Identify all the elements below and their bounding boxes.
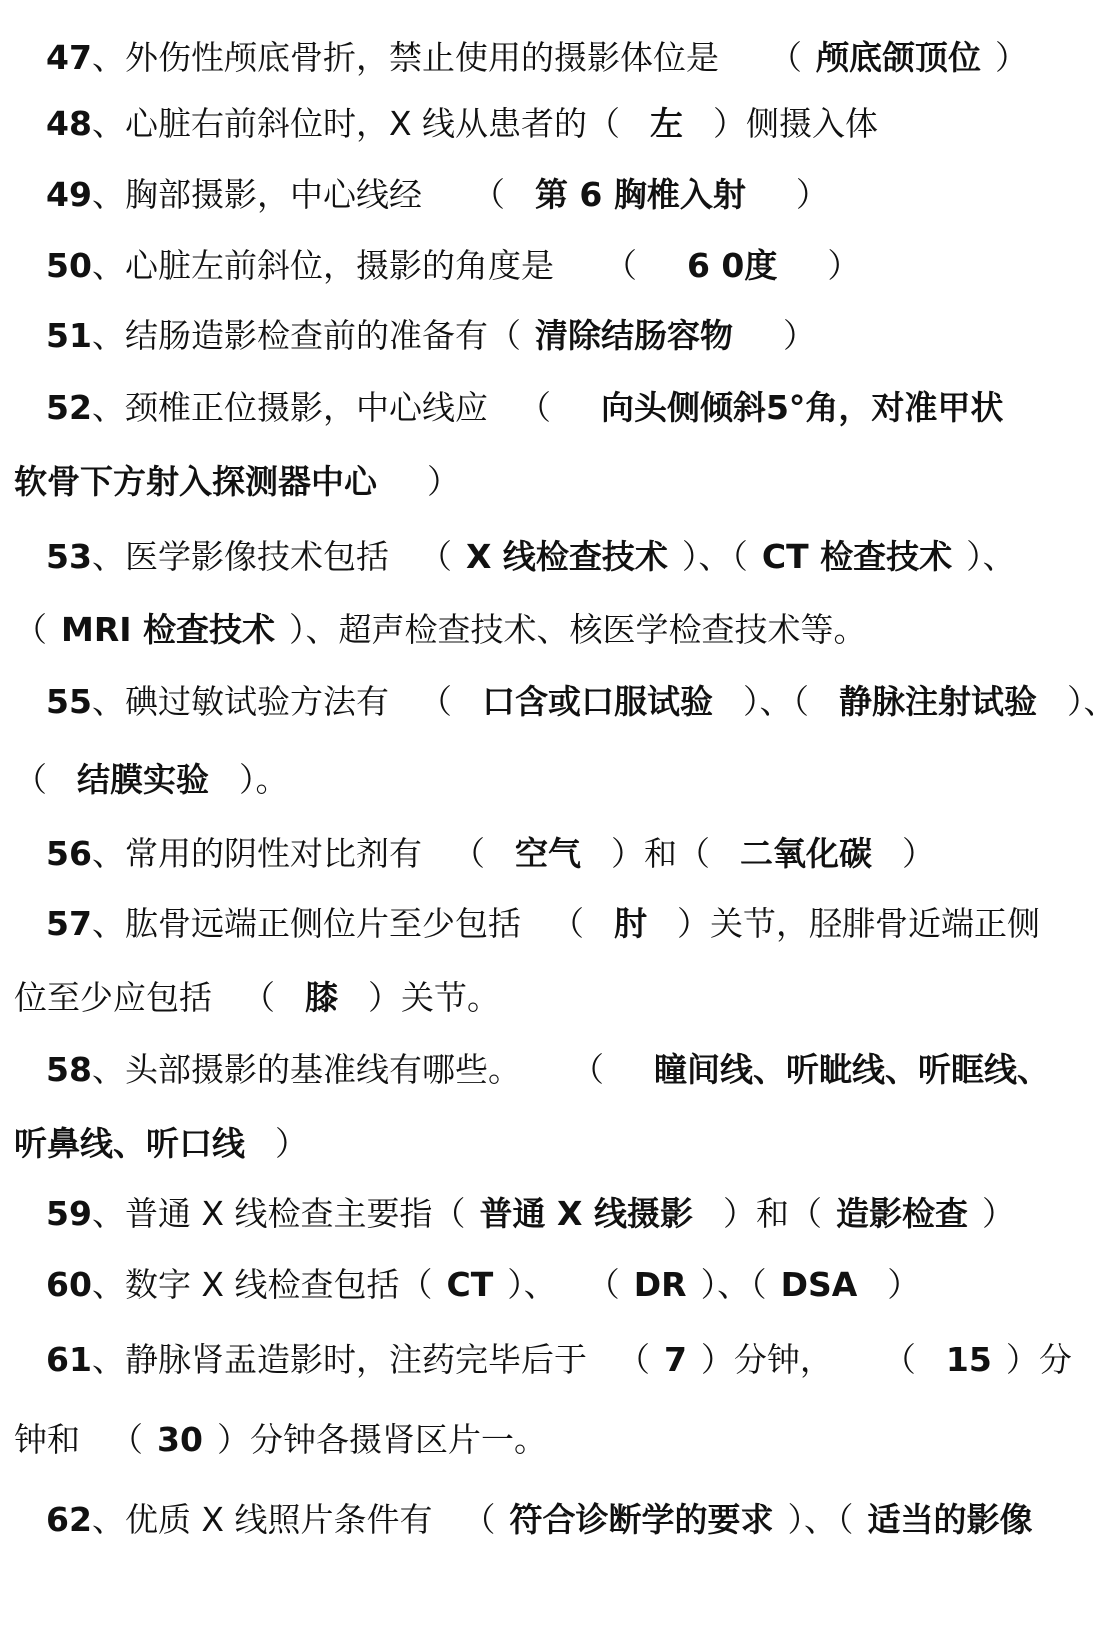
question-51	[0, 306, 1080, 366]
question-number: 52	[46, 388, 92, 427]
question-text: ）关节，胫腓骨近端正侧	[676, 904, 1040, 943]
question-text: 、普通 X 线检查主要指	[91, 1194, 433, 1233]
question-number: 53	[46, 537, 92, 576]
question-52-continued	[0, 452, 1080, 512]
separator: ）分钟，	[700, 1340, 833, 1379]
answer-text: 7	[663, 1340, 687, 1379]
question-text: 、静脉肾盂造影时，注药完毕后于	[91, 1340, 587, 1379]
answer-text: 口含或口服试验	[481, 682, 713, 721]
question-text: 、头部摄影的基准线有哪些。	[91, 1050, 521, 1089]
open-bracket: （	[487, 316, 521, 355]
question-55-continued	[0, 750, 1080, 810]
question-57	[0, 894, 1080, 954]
separator: ）和（	[722, 1194, 822, 1233]
close-bracket: ）	[275, 1124, 308, 1163]
question-number: 48	[46, 104, 92, 143]
question-53	[0, 527, 1080, 587]
question-text: 钟和	[14, 1420, 80, 1459]
question-text: 位至少应包括	[14, 978, 212, 1017]
answer-text: 空气	[514, 834, 581, 873]
open-bracket: （	[517, 388, 551, 427]
answer-text: 6 0度	[686, 246, 778, 285]
question-61	[0, 1330, 1080, 1390]
question-49	[0, 165, 1080, 225]
question-62	[0, 1490, 1080, 1550]
answer-text: CT	[446, 1265, 494, 1304]
question-50	[0, 236, 1080, 296]
open-bracket: （	[586, 1265, 620, 1304]
question-number: 50	[46, 246, 92, 285]
answer-text: 造影检查	[835, 1194, 968, 1233]
separator: ）分	[1005, 1340, 1072, 1379]
question-text: ）关节。	[368, 978, 500, 1017]
open-bracket: （	[768, 38, 802, 77]
question-text: 、胸部摄影，中心线经	[91, 175, 422, 214]
answer-text: 颅底颌顶位	[815, 38, 981, 77]
open-bracket: （	[471, 175, 505, 214]
open-bracket: （	[399, 1265, 433, 1304]
separator: ）、（	[787, 1500, 854, 1539]
answer-text: 普通 X 线摄影	[479, 1194, 693, 1233]
question-number: 57	[46, 904, 92, 943]
question-text: 、肱骨远端正侧位片至少包括	[91, 904, 521, 943]
question-text: 、心脏左前斜位，摄影的角度是	[91, 246, 554, 285]
answer-text: 适当的影像	[867, 1500, 1033, 1539]
question-58-continued	[0, 1114, 1080, 1174]
open-bracket: （	[432, 1194, 466, 1233]
question-number: 60	[46, 1265, 92, 1304]
answer-text: 第 6 胸椎入射	[534, 175, 746, 214]
question-text: 、心脏右前斜位时，X 线从患者的	[91, 104, 588, 143]
answer-text: DR	[633, 1265, 687, 1304]
question-number: 58	[46, 1050, 92, 1089]
question-52	[0, 378, 1080, 438]
close-bracket: ）	[795, 175, 829, 214]
question-number: 49	[46, 175, 92, 214]
question-60	[0, 1255, 1080, 1315]
question-number: 62	[46, 1500, 92, 1539]
open-bracket: （	[418, 537, 452, 576]
open-bracket: （	[14, 610, 47, 649]
question-text: 、数字 X 线检查包括	[91, 1265, 400, 1304]
question-text: ）分钟各摄肾区片一。	[216, 1420, 547, 1459]
close-bracket: ）	[901, 834, 935, 873]
open-bracket: （	[14, 760, 47, 799]
question-59	[0, 1184, 1080, 1244]
open-bracket: （	[550, 904, 584, 943]
separator: ）、（	[700, 1265, 767, 1304]
answer-text: DSA	[780, 1265, 858, 1304]
question-58	[0, 1040, 1080, 1100]
question-57-continued	[0, 968, 1080, 1028]
question-text: ）。	[239, 760, 289, 799]
answer-text: X 线检查技术	[465, 537, 668, 576]
question-47	[0, 28, 1080, 88]
open-bracket: （	[110, 1420, 143, 1459]
close-bracket: ）	[887, 1265, 921, 1304]
answer-text: 向头侧倾斜5°角，对准甲状	[600, 388, 1004, 427]
question-text: ）、超声检查技术、核医学检查技术等。	[289, 610, 867, 649]
open-bracket: （	[462, 1500, 496, 1539]
open-bracket: （	[587, 104, 621, 143]
answer-text: 听鼻线、听口线	[14, 1124, 245, 1163]
question-61-continued	[0, 1410, 1080, 1470]
open-bracket: （	[616, 1340, 650, 1379]
separator: ）、（	[742, 682, 809, 721]
question-55	[0, 672, 1116, 732]
answer-text: 膝	[305, 978, 338, 1017]
answer-text: 符合诊断学的要求	[509, 1500, 774, 1539]
close-bracket: ）	[994, 38, 1028, 77]
open-bracket: （	[418, 682, 452, 721]
question-text: 、外伤性颅底骨折，禁止使用的摄影体位是	[91, 38, 719, 77]
question-text: 、医学影像技术包括	[91, 537, 389, 576]
open-bracket: （	[242, 978, 275, 1017]
question-48	[0, 94, 1080, 154]
answer-text: MRI 检查技术	[61, 610, 276, 649]
question-number: 47	[46, 38, 92, 77]
open-bracket: （	[451, 834, 485, 873]
close-bracket: ）	[981, 1194, 1015, 1233]
answer-text: 瞳间线、听眦线、听眶线、	[653, 1050, 1050, 1089]
separator: ）、	[966, 537, 1016, 576]
question-number: 51	[46, 316, 92, 355]
answer-text: 二氧化碳	[739, 834, 872, 873]
answer-text: CT 检查技术	[761, 537, 953, 576]
answer-text: 肘	[613, 904, 647, 943]
open-bracket: （	[882, 1340, 916, 1379]
separator: ）和（	[610, 834, 710, 873]
question-53-continued	[0, 600, 1080, 660]
close-bracket: ）侧摄入体	[713, 104, 879, 143]
close-bracket: ）	[427, 462, 460, 501]
open-bracket: （	[570, 1050, 604, 1089]
answer-text: 静脉注射试验	[838, 682, 1037, 721]
question-text: 、碘过敏试验方法有	[91, 682, 389, 721]
question-text: 、常用的阴性对比剂有	[91, 834, 422, 873]
answer-text: 30	[157, 1420, 203, 1459]
question-number: 56	[46, 834, 92, 873]
close-bracket: ）	[827, 246, 861, 285]
question-56	[0, 824, 1080, 884]
question-text: 、结肠造影检查前的准备有	[91, 316, 488, 355]
question-number: 59	[46, 1194, 92, 1233]
question-number: 61	[46, 1340, 92, 1379]
close-bracket: ）	[782, 316, 816, 355]
open-bracket: （	[603, 246, 637, 285]
answer-text: 软骨下方射入探测器中心	[14, 462, 377, 501]
separator: ）、	[507, 1265, 557, 1304]
separator: ）、（	[681, 537, 748, 576]
separator: ）、	[1066, 682, 1116, 721]
question-text: 、颈椎正位摄影，中心线应	[91, 388, 488, 427]
question-text: 、优质 X 线照片条件有	[91, 1500, 433, 1539]
answer-text: 15	[945, 1340, 992, 1379]
answer-text: 结膜实验	[77, 760, 209, 799]
answer-text: 左	[650, 104, 684, 143]
question-number: 55	[46, 682, 92, 721]
answer-text: 清除结肠容物	[534, 316, 733, 355]
